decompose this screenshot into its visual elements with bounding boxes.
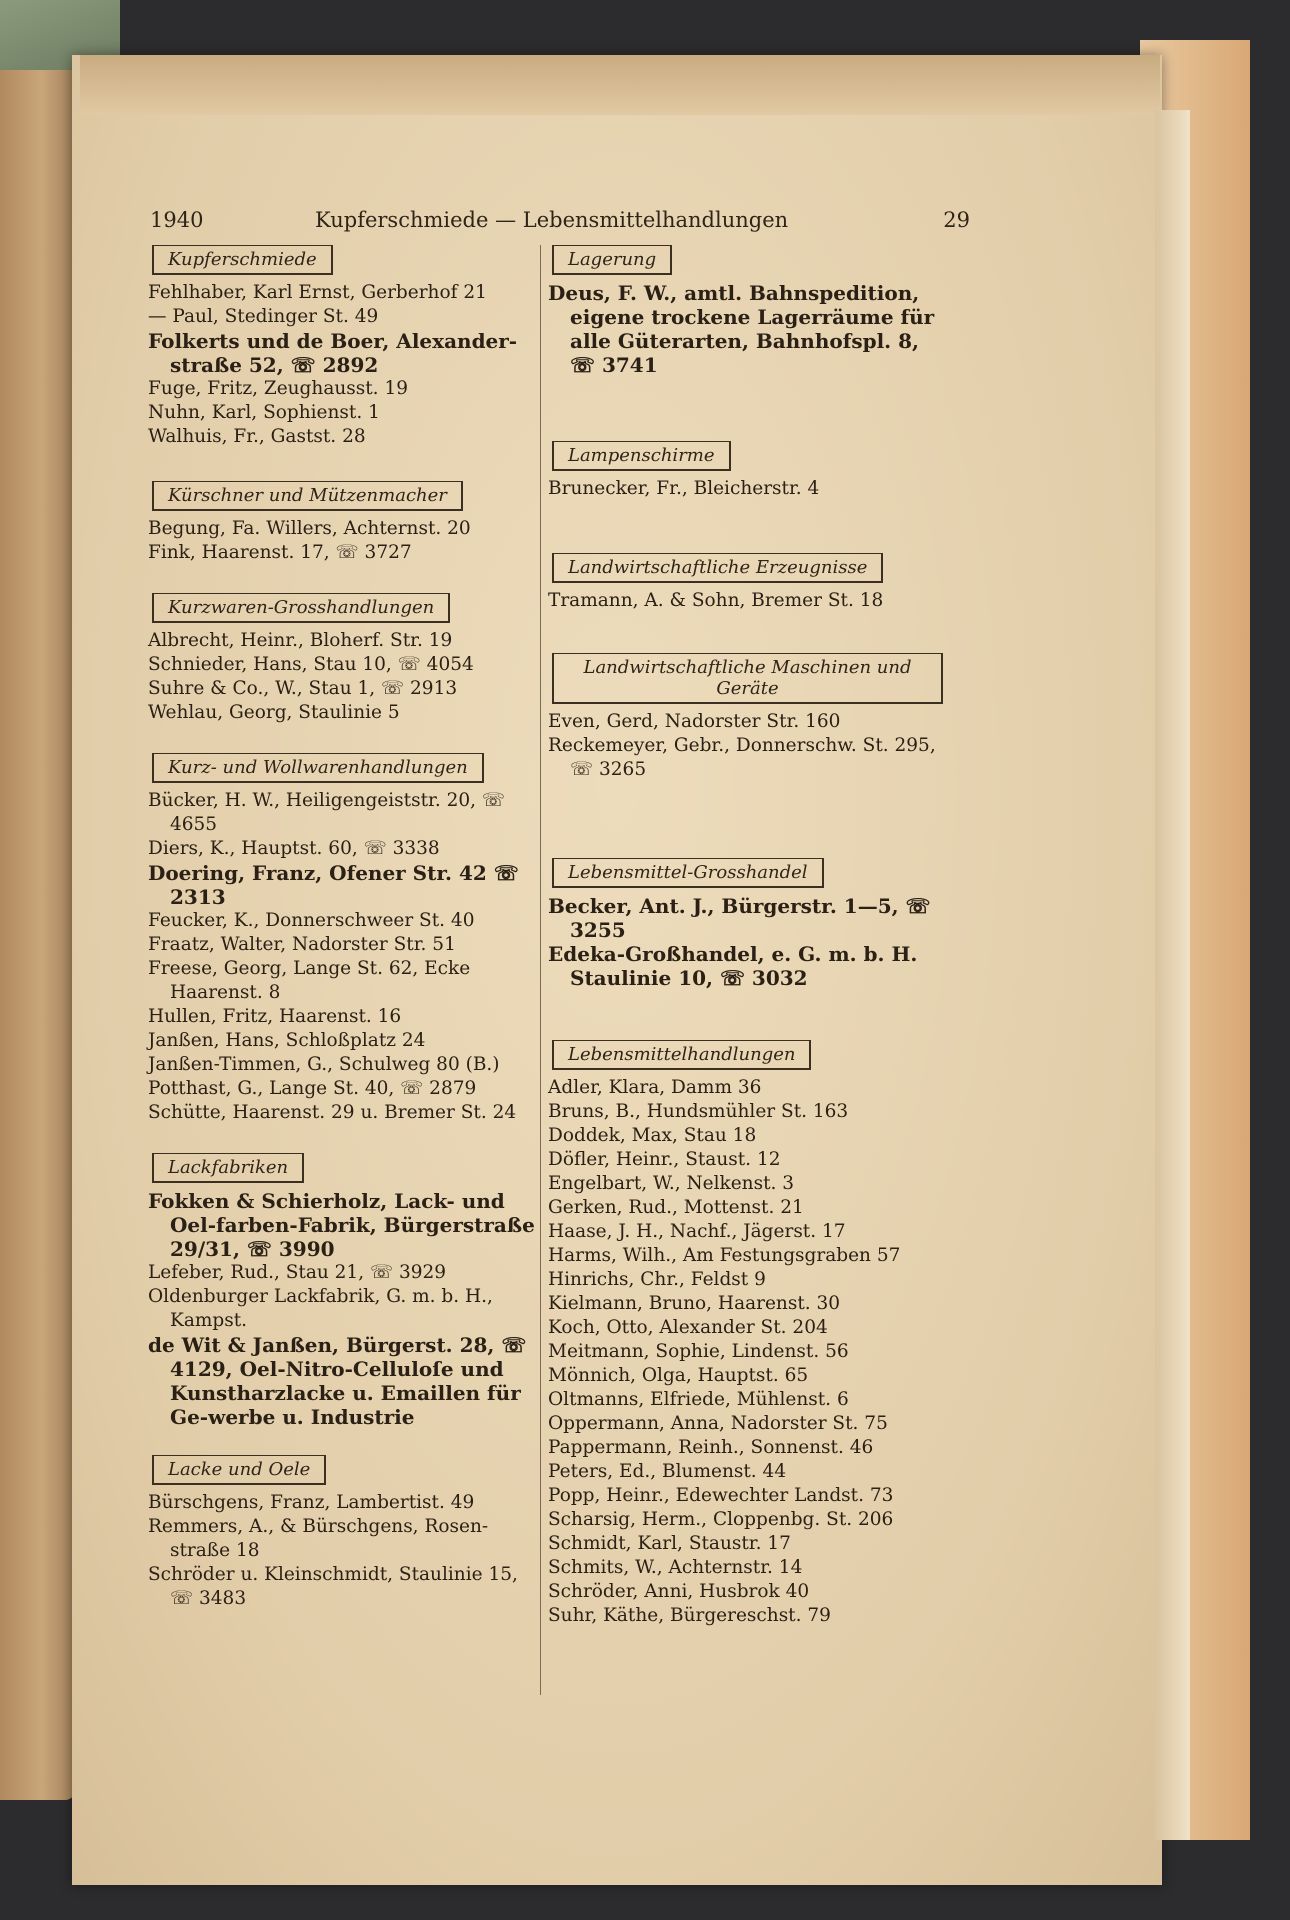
section-heading: Landwirtschaftliche Maschinen und Geräte <box>552 653 943 704</box>
directory-section <box>148 1153 538 1429</box>
directory-entry: Bürschgens, Franz, Lambertist. 49 <box>148 1492 475 1513</box>
header-title: Kupferschmiede — Lebensmittelhandlungen <box>315 208 789 232</box>
directory-entry: Mönnich, Olga, Hauptst. 65 <box>548 1365 809 1386</box>
directory-entry: Harms, Wilh., Am Festungsgraben 57 <box>548 1245 901 1266</box>
directory-entry: Fuge, Fritz, Zeughausst. 19 <box>148 378 408 399</box>
directory-entry: Hinrichs, Chr., Feldst 9 <box>548 1269 766 1290</box>
directory-section <box>548 553 943 613</box>
page-number: 29 <box>943 208 970 232</box>
page-header <box>150 208 970 238</box>
section-heading: Kürschner und Mützenmacher <box>152 481 463 511</box>
directory-entry: Lefeber, Rud., Stau 21, ☏ 3929 <box>148 1262 447 1283</box>
directory-entry: de Wit & Janßen, Bürgerst. 28, ☏ 4129, Oel-Nitro-Celluloſe und Kunstharzlacke u. Emaillen für Ge-werbe u. Industrie <box>148 1333 527 1429</box>
directory-entry: Schnieder, Hans, Stau 10, ☏ 4054 <box>148 654 474 675</box>
directory-entry: Fehlhaber, Karl Ernst, Gerberhof 21 <box>148 282 487 303</box>
section-heading: Lagerung <box>552 245 672 275</box>
section-heading: Kurzwaren-Grosshandlungen <box>152 593 450 623</box>
directory-entry: Engelbart, W., Nelkenst. 3 <box>548 1173 795 1194</box>
directory-entry: Walhuis, Fr., Gastst. 28 <box>148 426 366 447</box>
directory-entry: Feucker, K., Donnerschweer St. 40 <box>148 910 475 931</box>
directory-entry: Scharsig, Herm., Cloppenbg. St. 206 <box>548 1509 894 1530</box>
directory-section <box>148 753 538 1125</box>
directory-entry: Brunecker, Fr., Bleicherstr. 4 <box>548 478 820 499</box>
directory-entry: Edeka-Großhandel, e. G. m. b. H. Staulinie 10, ☏ 3032 <box>548 942 918 990</box>
directory-entry: Oppermann, Anna, Nadorster St. 75 <box>548 1413 888 1434</box>
section-heading: Lackfabriken <box>152 1153 304 1183</box>
directory-entry: Begung, Fa. Willers, Achternst. 20 <box>148 518 471 539</box>
directory-entry: Nuhn, Karl, Sophienst. 1 <box>148 402 380 423</box>
page-edge <box>1155 110 1190 1840</box>
directory-entry: Wehlau, Georg, Staulinie 5 <box>148 702 400 723</box>
directory-entry: Schröder, Anni, Husbrok 40 <box>548 1581 810 1602</box>
directory-entry: Gerken, Rud., Mottenst. 21 <box>548 1197 804 1218</box>
directory-section <box>148 245 538 449</box>
directory-section <box>548 441 943 501</box>
directory-section <box>148 593 538 725</box>
directory-entry: Fraatz, Walter, Nadorster Str. 51 <box>148 934 456 955</box>
directory-section <box>148 481 538 565</box>
directory-entry: Doddek, Max, Stau 18 <box>548 1125 757 1146</box>
section-heading: Lacke und Oele <box>152 1455 326 1485</box>
directory-entry: Becker, Ant. J., Bürgerstr. 1—5, ☏ 3255 <box>548 894 931 942</box>
directory-entry: Suhre & Co., W., Stau 1, ☏ 2913 <box>148 678 458 699</box>
directory-entry: Janßen-Timmen, G., Schulweg 80 (B.) <box>148 1054 500 1075</box>
directory-entry: Schmits, W., Achternstr. 14 <box>548 1557 803 1578</box>
book-left-page <box>0 40 75 1800</box>
directory-entry: Pappermann, Reinh., Sonnenst. 46 <box>548 1437 874 1458</box>
right-column <box>548 245 943 1628</box>
directory-entry: Doering, Franz, Ofener Str. 42 ☏ 2313 <box>148 861 519 909</box>
directory-entry: Deus, F. W., amtl. Bahnspedition, eigene trockene Lagerräume für alle Güterarten, Bahnhofspl. 8, ☏ 3741 <box>548 281 935 377</box>
directory-entry: Fokken & Schierholz, Lack- und Oel-farben-Fabrik, Bürgerstraße 29/31, ☏ 3990 <box>148 1189 535 1261</box>
directory-entry: Schmidt, Karl, Staustr. 17 <box>548 1533 791 1554</box>
directory-entry: Freese, Georg, Lange St. 62, Ecke Haarenst. 8 <box>148 958 471 1003</box>
directory-entry: — Paul, Stedinger St. 49 <box>148 306 379 327</box>
section-heading: Lebensmittelhandlungen <box>552 1040 811 1070</box>
section-heading: Kupferschmiede <box>152 245 333 275</box>
directory-section <box>548 858 943 990</box>
section-heading: Lampenschirme <box>552 441 731 471</box>
directory-entry: Kielmann, Bruno, Haarenst. 30 <box>548 1293 841 1314</box>
left-column <box>148 245 538 1611</box>
directory-entry: Remmers, A., & Bürschgens, Rosen-straße 18 <box>148 1516 489 1561</box>
column-divider <box>540 245 541 1695</box>
directory-entry: Suhr, Käthe, Bürgereschst. 79 <box>548 1605 831 1626</box>
directory-entry: Even, Gerd, Nadorster Str. 160 <box>548 711 841 732</box>
directory-entry: Albrecht, Heinr., Bloherf. Str. 19 <box>148 630 453 651</box>
directory-entry: Meitmann, Sophie, Lindenst. 56 <box>548 1341 849 1362</box>
section-heading: Kurz- und Wollwarenhandlungen <box>152 753 484 783</box>
header-year: 1940 <box>150 208 204 232</box>
directory-entry: Bruns, B., Hundsmühler St. 163 <box>548 1101 849 1122</box>
directory-entry: Janßen, Hans, Schloßplatz 24 <box>148 1030 426 1051</box>
directory-section <box>548 1040 943 1628</box>
directory-entry: Oldenburger Lackfabrik, G. m. b. H., Kampst. <box>148 1286 493 1331</box>
section-heading: Lebensmittel-Grosshandel <box>552 858 824 888</box>
directory-entry: Schütte, Haarenst. 29 u. Bremer St. 24 <box>148 1102 517 1123</box>
directory-entry: Bücker, H. W., Heiligengeiststr. 20, ☏ 4655 <box>148 790 506 835</box>
directory-section <box>148 1455 538 1611</box>
directory-entry: Koch, Otto, Alexander St. 204 <box>548 1317 828 1338</box>
section-heading: Landwirtschaftliche Erzeugnisse <box>552 553 883 583</box>
directory-entry: Folkerts und de Boer, Alexander-straße 52, ☏ 2892 <box>148 329 518 377</box>
directory-entry: Adler, Klara, Damm 36 <box>548 1077 762 1098</box>
directory-entry: Döfler, Heinr., Staust. 12 <box>548 1149 781 1170</box>
directory-entry: Diers, K., Hauptst. 60, ☏ 3338 <box>148 838 440 859</box>
directory-section <box>548 653 943 782</box>
directory-entry: Haase, J. H., Nachf., Jägerst. 17 <box>548 1221 846 1242</box>
directory-entry: Hullen, Fritz, Haarenst. 16 <box>148 1006 402 1027</box>
directory-entry: Tramann, A. & Sohn, Bremer St. 18 <box>548 590 884 611</box>
page-top-edge <box>80 55 1160 115</box>
directory-entry: Potthast, G., Lange St. 40, ☏ 2879 <box>148 1078 477 1099</box>
directory-entry: Reckemeyer, Gebr., Donnerschw. St. 295, ☏ 3265 <box>548 735 936 780</box>
directory-entry: Peters, Ed., Blumenst. 44 <box>548 1461 787 1482</box>
directory-entry: Oltmanns, Elfriede, Mühlenst. 6 <box>548 1389 849 1410</box>
directory-entry: Fink, Haarenst. 17, ☏ 3727 <box>148 542 412 563</box>
directory-entry: Schröder u. Kleinschmidt, Staulinie 15, ☏ 3483 <box>148 1564 518 1609</box>
directory-entry: Popp, Heinr., Edewechter Landst. 73 <box>548 1485 894 1506</box>
directory-section <box>548 245 943 377</box>
